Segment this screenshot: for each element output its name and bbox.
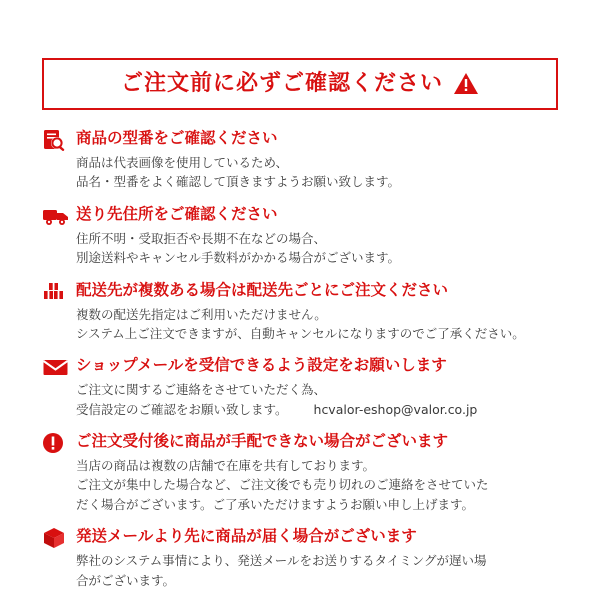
section-title: 配送先が複数ある場合は配送先ごとにご注文ください (76, 280, 449, 299)
section-multiple-destinations (42, 280, 558, 344)
delivery-truck-icon (42, 205, 72, 227)
section-title: ショップメールを受信できるよう設定をお願いします (76, 356, 447, 375)
package-box-icon (42, 527, 72, 549)
body-line: 住所不明・受取拒否や長期不在などの場合、 (76, 230, 327, 246)
section-title: 送り先住所をご確認ください (76, 204, 278, 223)
section-title: 発送メールより先に商品が届く場合がございます (76, 527, 417, 546)
exclamation-circle-icon (42, 432, 72, 454)
warning-triangle-icon (453, 72, 479, 100)
body-line: 品名・型番をよく確認して頂きますようお願い致します。 (76, 174, 401, 190)
body-line: 複数の配送先指定はご利用いただけません。 (76, 306, 327, 322)
body-line: 別途送料やキャンセル手数料がかかる場合がございます。 (76, 250, 401, 266)
section-heading (42, 204, 558, 226)
section-heading (42, 355, 558, 377)
notice-header (42, 58, 558, 110)
section-title: ご注文受付後に商品が手配できない場合がございます (76, 432, 449, 450)
section-heading (42, 431, 558, 453)
body-line: ご注文が集中した場合など、ご注文後でも売り切れのご連絡をさせていた (76, 477, 489, 493)
section-shipping-mail-timing (42, 526, 558, 590)
page-title: ご注文前に必ずご確認ください (120, 71, 443, 96)
envelope-mail-icon (42, 356, 72, 378)
body-line: システム上ご注文できますが、自動キャンセルになりますのでご了承ください。 (76, 325, 525, 341)
body-line: 弊社のシステム事情により、発送メールをお送りするタイミングが遅い場 (76, 553, 487, 569)
section-stock-unavailable (42, 431, 558, 514)
section-title: 商品の型番をご確認ください (76, 129, 278, 147)
section-heading (42, 526, 558, 548)
body-line-with-email (76, 400, 558, 419)
body-line: ご注文に関するご連絡をさせていただく為、 (76, 382, 327, 398)
section-heading (42, 128, 558, 150)
body-line: 当店の商品は複数の店舗で在庫を共有しております。 (76, 458, 376, 473)
body-line-text: 受信設定のご確認をお願い致します。 (76, 401, 288, 417)
shop-email-address: hcvalor-eshop@valor.co.jp (313, 401, 478, 417)
section-product-model (42, 128, 558, 192)
body-line: だく場合がございます。ご了承いただけますようお願い申し上げます。 (76, 496, 475, 512)
packages-icon (42, 281, 72, 303)
section-body (42, 551, 558, 590)
section-shop-mail (42, 355, 558, 419)
section-heading (42, 280, 558, 302)
magnifier-document-icon (42, 129, 72, 151)
body-line: 合がございます。 (76, 572, 176, 588)
section-body (42, 380, 558, 419)
section-body (42, 456, 558, 514)
section-body (42, 153, 558, 192)
section-delivery-address (42, 204, 558, 268)
section-body (42, 229, 558, 268)
body-line: 商品は代表画像を使用しているため、 (76, 155, 289, 170)
section-body (42, 305, 558, 344)
